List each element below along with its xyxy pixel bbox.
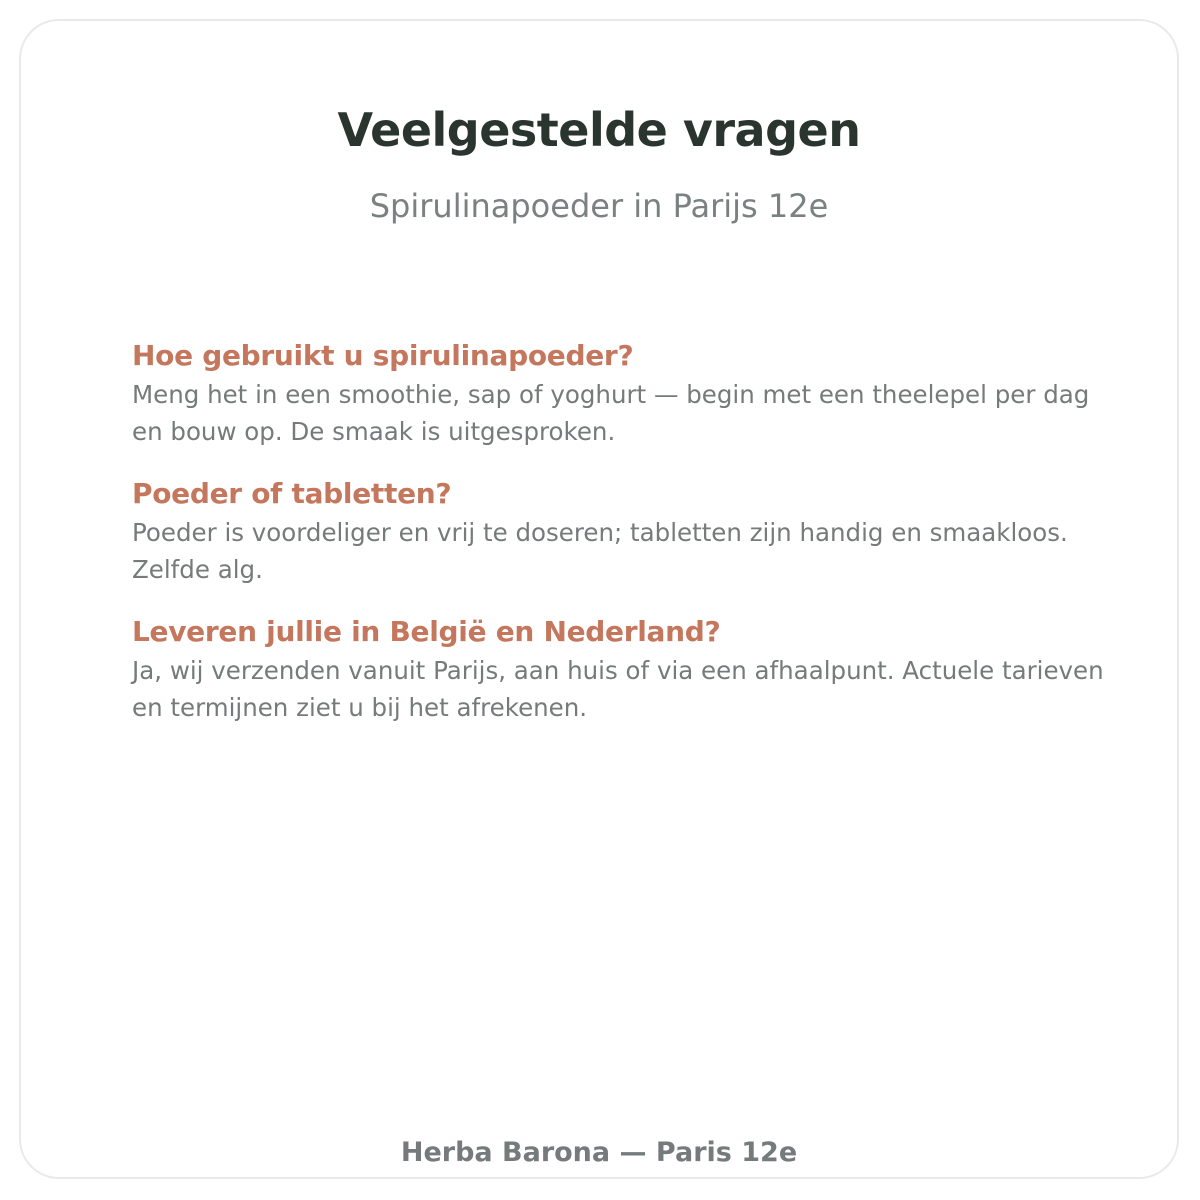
faq-answer: Meng het in een smoothie, sap of yoghurt — begin met een theelepel per dag en bouw op. De smaak is uitgesproken.	[132, 380, 1090, 446]
faq-item	[132, 476, 1122, 588]
faq-list	[132, 338, 1122, 752]
footer-brand: Herba Barona — Paris 12e	[400, 1137, 798, 1168]
faq-item	[132, 338, 1122, 450]
faq-question: Leveren jullie in België en Nederland?	[132, 615, 721, 648]
faq-question: Hoe gebruikt u spirulinapoeder?	[132, 339, 634, 372]
faq-answer: Poeder is voordeliger en vrij te doseren; tabletten zijn handig en smaakloos. Zelfde alg.	[132, 518, 1068, 584]
faq-item	[132, 614, 1122, 726]
page-subtitle: Spirulinapoeder in Parijs 12e	[369, 187, 829, 225]
faq-card	[19, 19, 1179, 1179]
page-title: Veelgestelde vragen	[337, 103, 861, 157]
faq-question: Poeder of tabletten?	[132, 477, 452, 510]
faq-answer: Ja, wij verzenden vanuit Parijs, aan huis of via een afhaalpunt. Actuele tarieven en termijnen ziet u bij het afrekenen.	[132, 656, 1104, 722]
